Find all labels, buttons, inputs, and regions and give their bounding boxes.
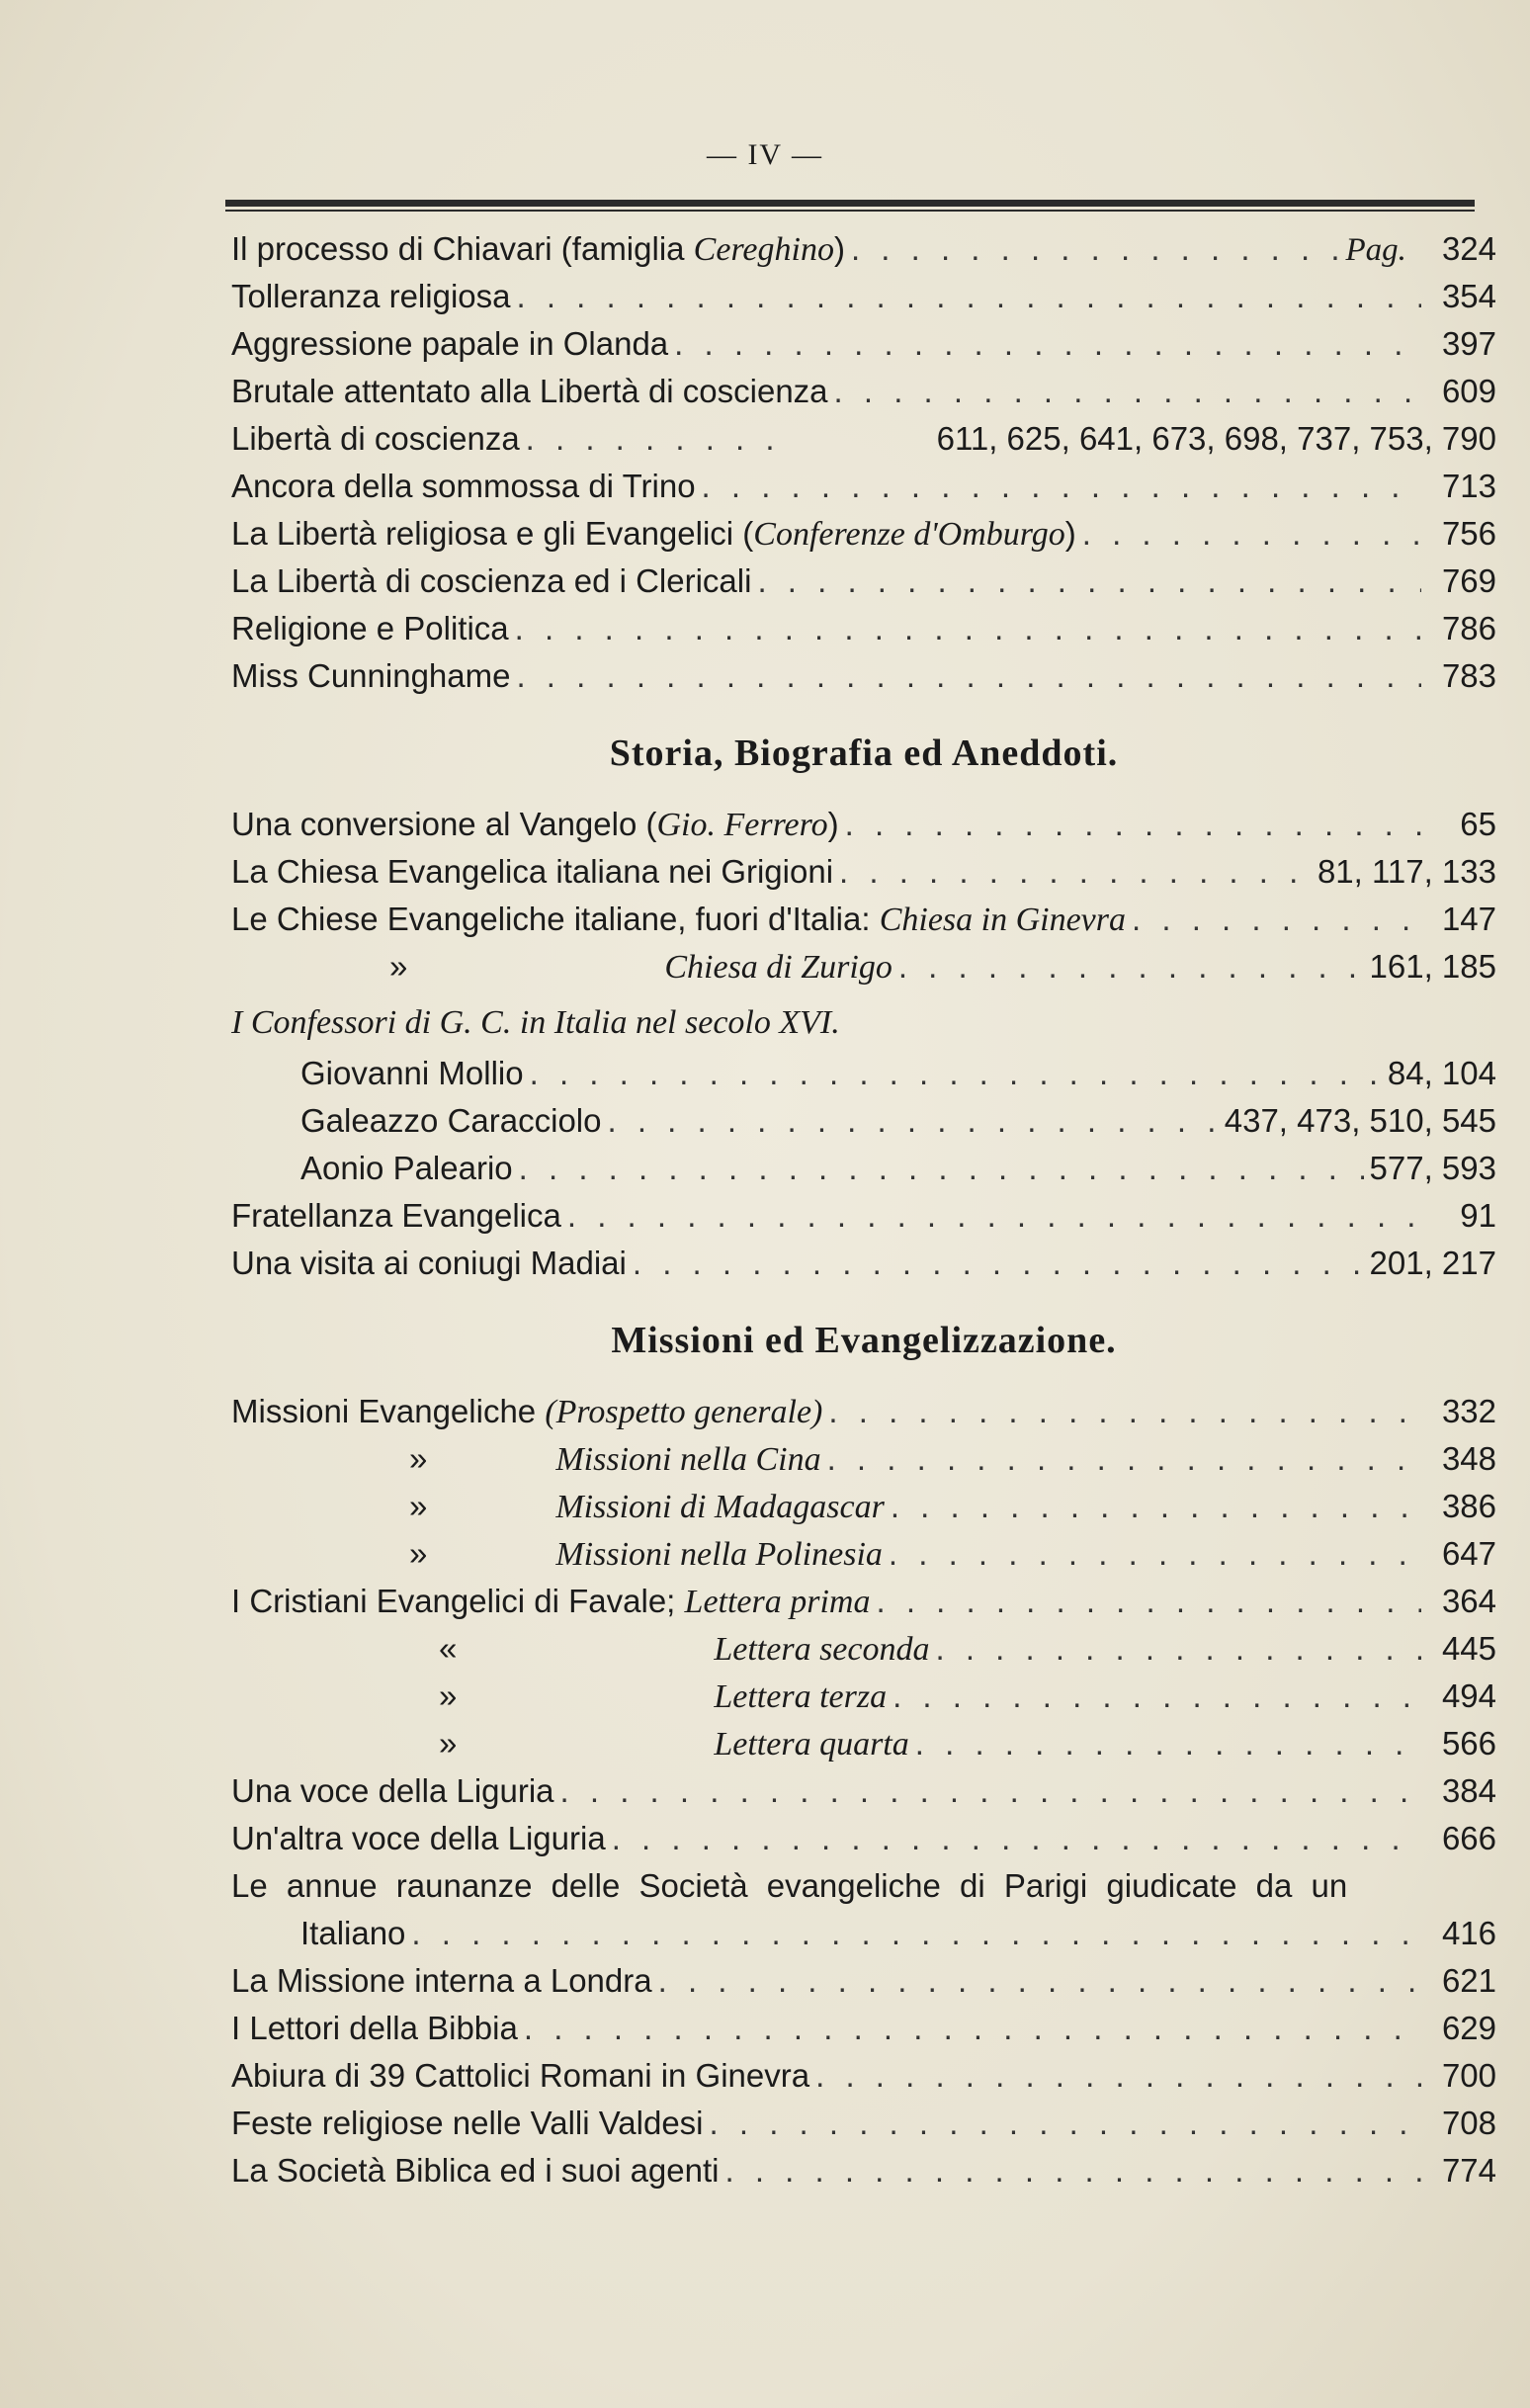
toc-entry: » Missioni nella Cina . . . 348 <box>231 1435 1496 1483</box>
toc-entry: Brutale attentato alla Libertà di coscienza . . . 609 <box>231 368 1496 415</box>
toc-entry: Una voce della Liguria . . . 384 <box>231 1767 1496 1815</box>
toc-entry: Abiura di 39 Cattolici Romani in Ginevra . . . 700 <box>231 2052 1496 2100</box>
toc-entry: Il processo di Chiavari (famiglia Cereghino) . . . Pag. 324 <box>231 225 1496 273</box>
toc-entry: Un'altra voce della Liguria . . . 666 <box>231 1815 1496 1862</box>
ditto-mark: » <box>439 1677 458 1714</box>
ditto-mark: » <box>409 1440 428 1477</box>
ditto-mark: » <box>439 1725 458 1762</box>
toc-entry: La Libertà di coscienza ed i Clericali . . . 769 <box>231 558 1496 605</box>
toc-entry: Tolleranza religiosa . . . 354 <box>231 273 1496 320</box>
toc-entry: Missioni Evangeliche (Prospetto generale) . . . 332 <box>231 1388 1496 1435</box>
toc-entry: Una visita ai coniugi Madiai . . . 201, 217 <box>231 1240 1496 1287</box>
toc-entry: » Missioni di Madagascar . . . 386 <box>231 1483 1496 1530</box>
toc-entry: » Lettera terza . . . 494 <box>231 1673 1496 1720</box>
table-of-contents <box>231 225 1496 2194</box>
toc-entry: La Libertà religiosa e gli Evangelici (Conferenze d'Omburgo) . . . 756 <box>231 510 1496 558</box>
toc-entry: La Chiesa Evangelica italiana nei Grigioni . . . 81, 117, 133 <box>231 848 1496 896</box>
toc-entry: Ancora della sommossa di Trino . . . 713 <box>231 463 1496 510</box>
ditto-mark: « <box>439 1630 458 1667</box>
toc-entry: Le Chiese Evangeliche italiane, fuori d'Italia: Chiesa in Ginevra . . . 147 <box>231 896 1496 943</box>
toc-entry: Miss Cunninghame . . . 783 <box>231 652 1496 700</box>
subsection-heading: I Confessori di G. C. in Italia nel secolo XVI. <box>231 1004 840 1041</box>
toc-entry: Aggressione papale in Olanda . . . 397 <box>231 320 1496 368</box>
section-heading: Storia, Biografia ed Aneddoti. <box>609 732 1119 774</box>
ditto-mark: » <box>389 948 408 985</box>
toc-entry: Fratellanza Evangelica . . . 91 <box>231 1192 1496 1240</box>
toc-entry: » Lettera quarta . . . 566 <box>231 1720 1496 1767</box>
toc-entry: Una conversione al Vangelo (Gio. Ferrero) . . . 65 <box>231 801 1496 848</box>
toc-entry: La Missione interna a Londra . . . 621 <box>231 1957 1496 2005</box>
header-rule <box>225 200 1475 214</box>
toc-entry: Galeazzo Caracciolo . . . 437, 473, 510, 545 <box>231 1097 1496 1145</box>
toc-entry: I Cristiani Evangelici di Favale; Lettera prima . . . 364 <box>231 1578 1496 1625</box>
toc-entry: Giovanni Mollio . . . 84, 104 <box>231 1050 1496 1097</box>
toc-entry: La Società Biblica ed i suoi agenti . . . 774 <box>231 2147 1496 2194</box>
toc-entry: » Chiesa di Zurigo . . . 161, 185 <box>231 943 1496 990</box>
toc-entry: « Lettera seconda . . . 445 <box>231 1625 1496 1673</box>
toc-entry: I Lettori della Bibbia . . . 629 <box>231 2005 1496 2052</box>
toc-entry: Feste religiose nelle Valli Valdesi . . . 708 <box>231 2100 1496 2147</box>
ditto-mark: » <box>409 1535 428 1572</box>
toc-entry: Libertà di coscienza . . . 611, 625, 641, 673, 698, 737, 753, 790 <box>231 415 1496 463</box>
section-heading: Missioni ed Evangelizzazione. <box>611 1320 1117 1361</box>
toc-entry: Aonio Paleario . . . 577, 593 <box>231 1145 1496 1192</box>
toc-entry: » Missioni nella Polinesia . . . 647 <box>231 1530 1496 1578</box>
page-number: — IV — <box>706 138 824 171</box>
ditto-mark: » <box>409 1488 428 1524</box>
toc-entry: Religione e Politica . . . 786 <box>231 605 1496 652</box>
toc-entry: Italiano . . . 416 <box>231 1910 1496 1957</box>
toc-entry-line: Le annue raunanze delle Società evangeliche di Parigi giudicate da un <box>231 1867 1348 1904</box>
